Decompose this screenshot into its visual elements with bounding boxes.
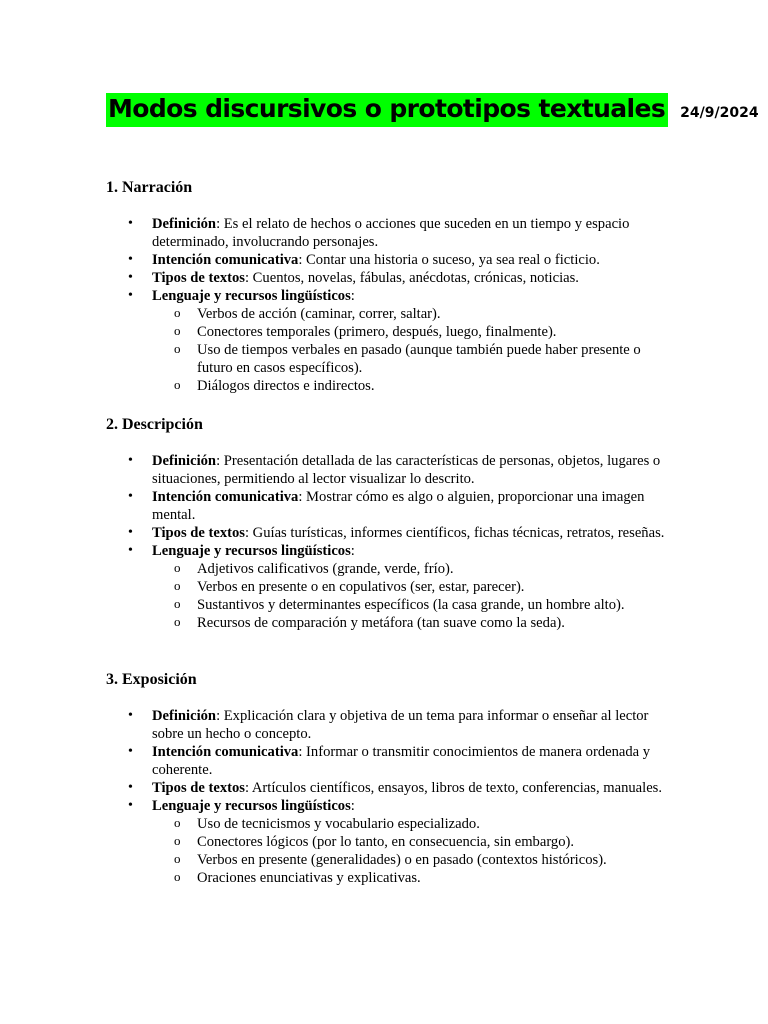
item-text: :: [350, 798, 355, 814]
sub-item-text: Uso de tecnicismos y vocabulario especializado.: [197, 816, 480, 832]
sub-list: [152, 305, 666, 395]
list-item: [106, 797, 666, 887]
list-item: [106, 707, 666, 743]
item-term: Definición: [152, 708, 217, 724]
sub-item-text: Sustantivos y determinantes específicos (la casa grande, un hombre alto).: [197, 597, 625, 613]
sub-list-item: [152, 614, 666, 632]
sub-item-text: Oraciones enunciativas y explicativas.: [197, 870, 421, 886]
bullet-icon: •: [128, 708, 133, 723]
item-term: Tipos de textos: [152, 780, 245, 796]
sub-list: [152, 815, 666, 887]
item-text: : Guías turísticas, informes científicos, fichas técnicas, retratos, reseñas.: [244, 525, 665, 541]
section-heading: 3. Exposición: [106, 671, 197, 688]
list-item: [106, 488, 666, 524]
sub-item-text: Conectores temporales (primero, después, luego, finalmente).: [197, 324, 557, 340]
list-item: [106, 287, 666, 395]
sub-list-item: [152, 596, 666, 614]
section-heading: 1. Narración: [106, 179, 193, 196]
bullet-icon: •: [128, 525, 133, 540]
bullet-icon: •: [128, 453, 133, 468]
section-narracion: [106, 178, 666, 395]
sub-item-text: Conectores lógicos (por lo tanto, en consecuencia, sin embargo).: [197, 834, 575, 850]
sub-list-item: [152, 833, 666, 851]
item-text: : Presentación detallada de las características de personas, objetos, lugares o situaciones, permitiendo al lector visualizar lo descrito.: [152, 453, 661, 487]
list-item: [106, 452, 666, 488]
sub-list: [152, 560, 666, 632]
item-term: Tipos de textos: [152, 270, 245, 286]
circle-bullet-icon: o: [174, 833, 181, 848]
circle-bullet-icon: o: [174, 614, 181, 629]
item-term: Lenguaje y recursos lingüísticos: [152, 543, 351, 559]
item-term: Lenguaje y recursos lingüísticos: [152, 288, 351, 304]
list-item: [106, 542, 666, 632]
sub-list-item: [152, 323, 666, 341]
sub-item-text: Recursos de comparación y metáfora (tan suave como la seda).: [197, 615, 565, 631]
sub-list-item: [152, 377, 666, 395]
circle-bullet-icon: o: [174, 305, 181, 320]
section-heading: 2. Descripción: [106, 416, 203, 433]
circle-bullet-icon: o: [174, 815, 181, 830]
section-exposicion: [106, 670, 666, 887]
item-text: : Es el relato de hechos o acciones que suceden en un tiempo y espacio determinado, involucrando personajes.: [152, 216, 630, 250]
sub-list-item: [152, 341, 666, 377]
item-term: Intención comunicativa: [152, 744, 299, 760]
list-item: [106, 524, 666, 542]
sub-list-item: [152, 305, 666, 323]
bullet-icon: •: [128, 744, 133, 759]
sub-list-item: [152, 869, 666, 887]
item-text: :: [350, 543, 355, 559]
sub-list-item: [152, 851, 666, 869]
circle-bullet-icon: o: [174, 869, 181, 884]
list-item: [106, 743, 666, 779]
document-title: Modos discursivos o prototipos textuales: [106, 93, 668, 127]
circle-bullet-icon: o: [174, 578, 181, 593]
item-text: : Cuentos, novelas, fábulas, anécdotas, crónicas, noticias.: [244, 270, 579, 286]
item-text: : Contar una historia o suceso, ya sea real o ficticio.: [298, 252, 600, 268]
item-text: : Mostrar cómo es algo o alguien, proporcionar una imagen mental.: [152, 489, 645, 523]
bullet-icon: •: [128, 780, 133, 795]
item-term: Definición: [152, 453, 217, 469]
sub-item-text: Verbos en presente (generalidades) o en pasado (contextos históricos).: [197, 852, 607, 868]
title-row: [106, 92, 759, 128]
sub-item-text: Verbos en presente o en copulativos (ser, estar, parecer).: [197, 579, 525, 595]
item-text: :: [350, 288, 355, 304]
item-term: Lenguaje y recursos lingüísticos: [152, 798, 351, 814]
item-text: : Informar o transmitir conocimientos de manera ordenada y coherente.: [152, 744, 651, 778]
bullet-icon: •: [128, 270, 133, 285]
item-term: Tipos de textos: [152, 525, 245, 541]
item-term: Intención comunicativa: [152, 252, 299, 268]
circle-bullet-icon: o: [174, 377, 181, 392]
bullet-icon: •: [128, 252, 133, 267]
list-item: [106, 779, 666, 797]
sub-list-item: [152, 815, 666, 833]
circle-bullet-icon: o: [174, 560, 181, 575]
item-text: : Explicación clara y objetiva de un tema para informar o enseñar al lector sobre un hecho o concepto.: [152, 708, 649, 742]
sub-item-text: Adjetivos calificativos (grande, verde, frío).: [197, 561, 454, 577]
sub-item-text: Verbos de acción (caminar, correr, saltar).: [197, 306, 441, 322]
bullet-icon: •: [128, 216, 133, 231]
sub-item-text: Diálogos directos e indirectos.: [197, 378, 375, 394]
circle-bullet-icon: o: [174, 323, 181, 338]
bullet-icon: •: [128, 543, 133, 558]
sub-item-text: Uso de tiempos verbales en pasado (aunque también puede haber presente o futuro en casos específicos).: [197, 342, 641, 376]
bullet-icon: •: [128, 288, 133, 303]
bullet-list: [106, 707, 666, 887]
bullet-icon: •: [128, 489, 133, 504]
bullet-list: [106, 452, 666, 632]
sub-list-item: [152, 578, 666, 596]
circle-bullet-icon: o: [174, 851, 181, 866]
circle-bullet-icon: o: [174, 341, 181, 356]
bullet-icon: •: [128, 798, 133, 813]
item-term: Definición: [152, 216, 217, 232]
document-date: 24/9/2024: [680, 105, 759, 121]
circle-bullet-icon: o: [174, 596, 181, 611]
item-text: : Artículos científicos, ensayos, libros de texto, conferencias, manuales.: [244, 780, 663, 796]
section-descripcion: [106, 415, 666, 632]
list-item: [106, 251, 666, 269]
list-item: [106, 215, 666, 251]
sub-list-item: [152, 560, 666, 578]
list-item: [106, 269, 666, 287]
bullet-list: [106, 215, 666, 395]
item-term: Intención comunicativa: [152, 489, 299, 505]
